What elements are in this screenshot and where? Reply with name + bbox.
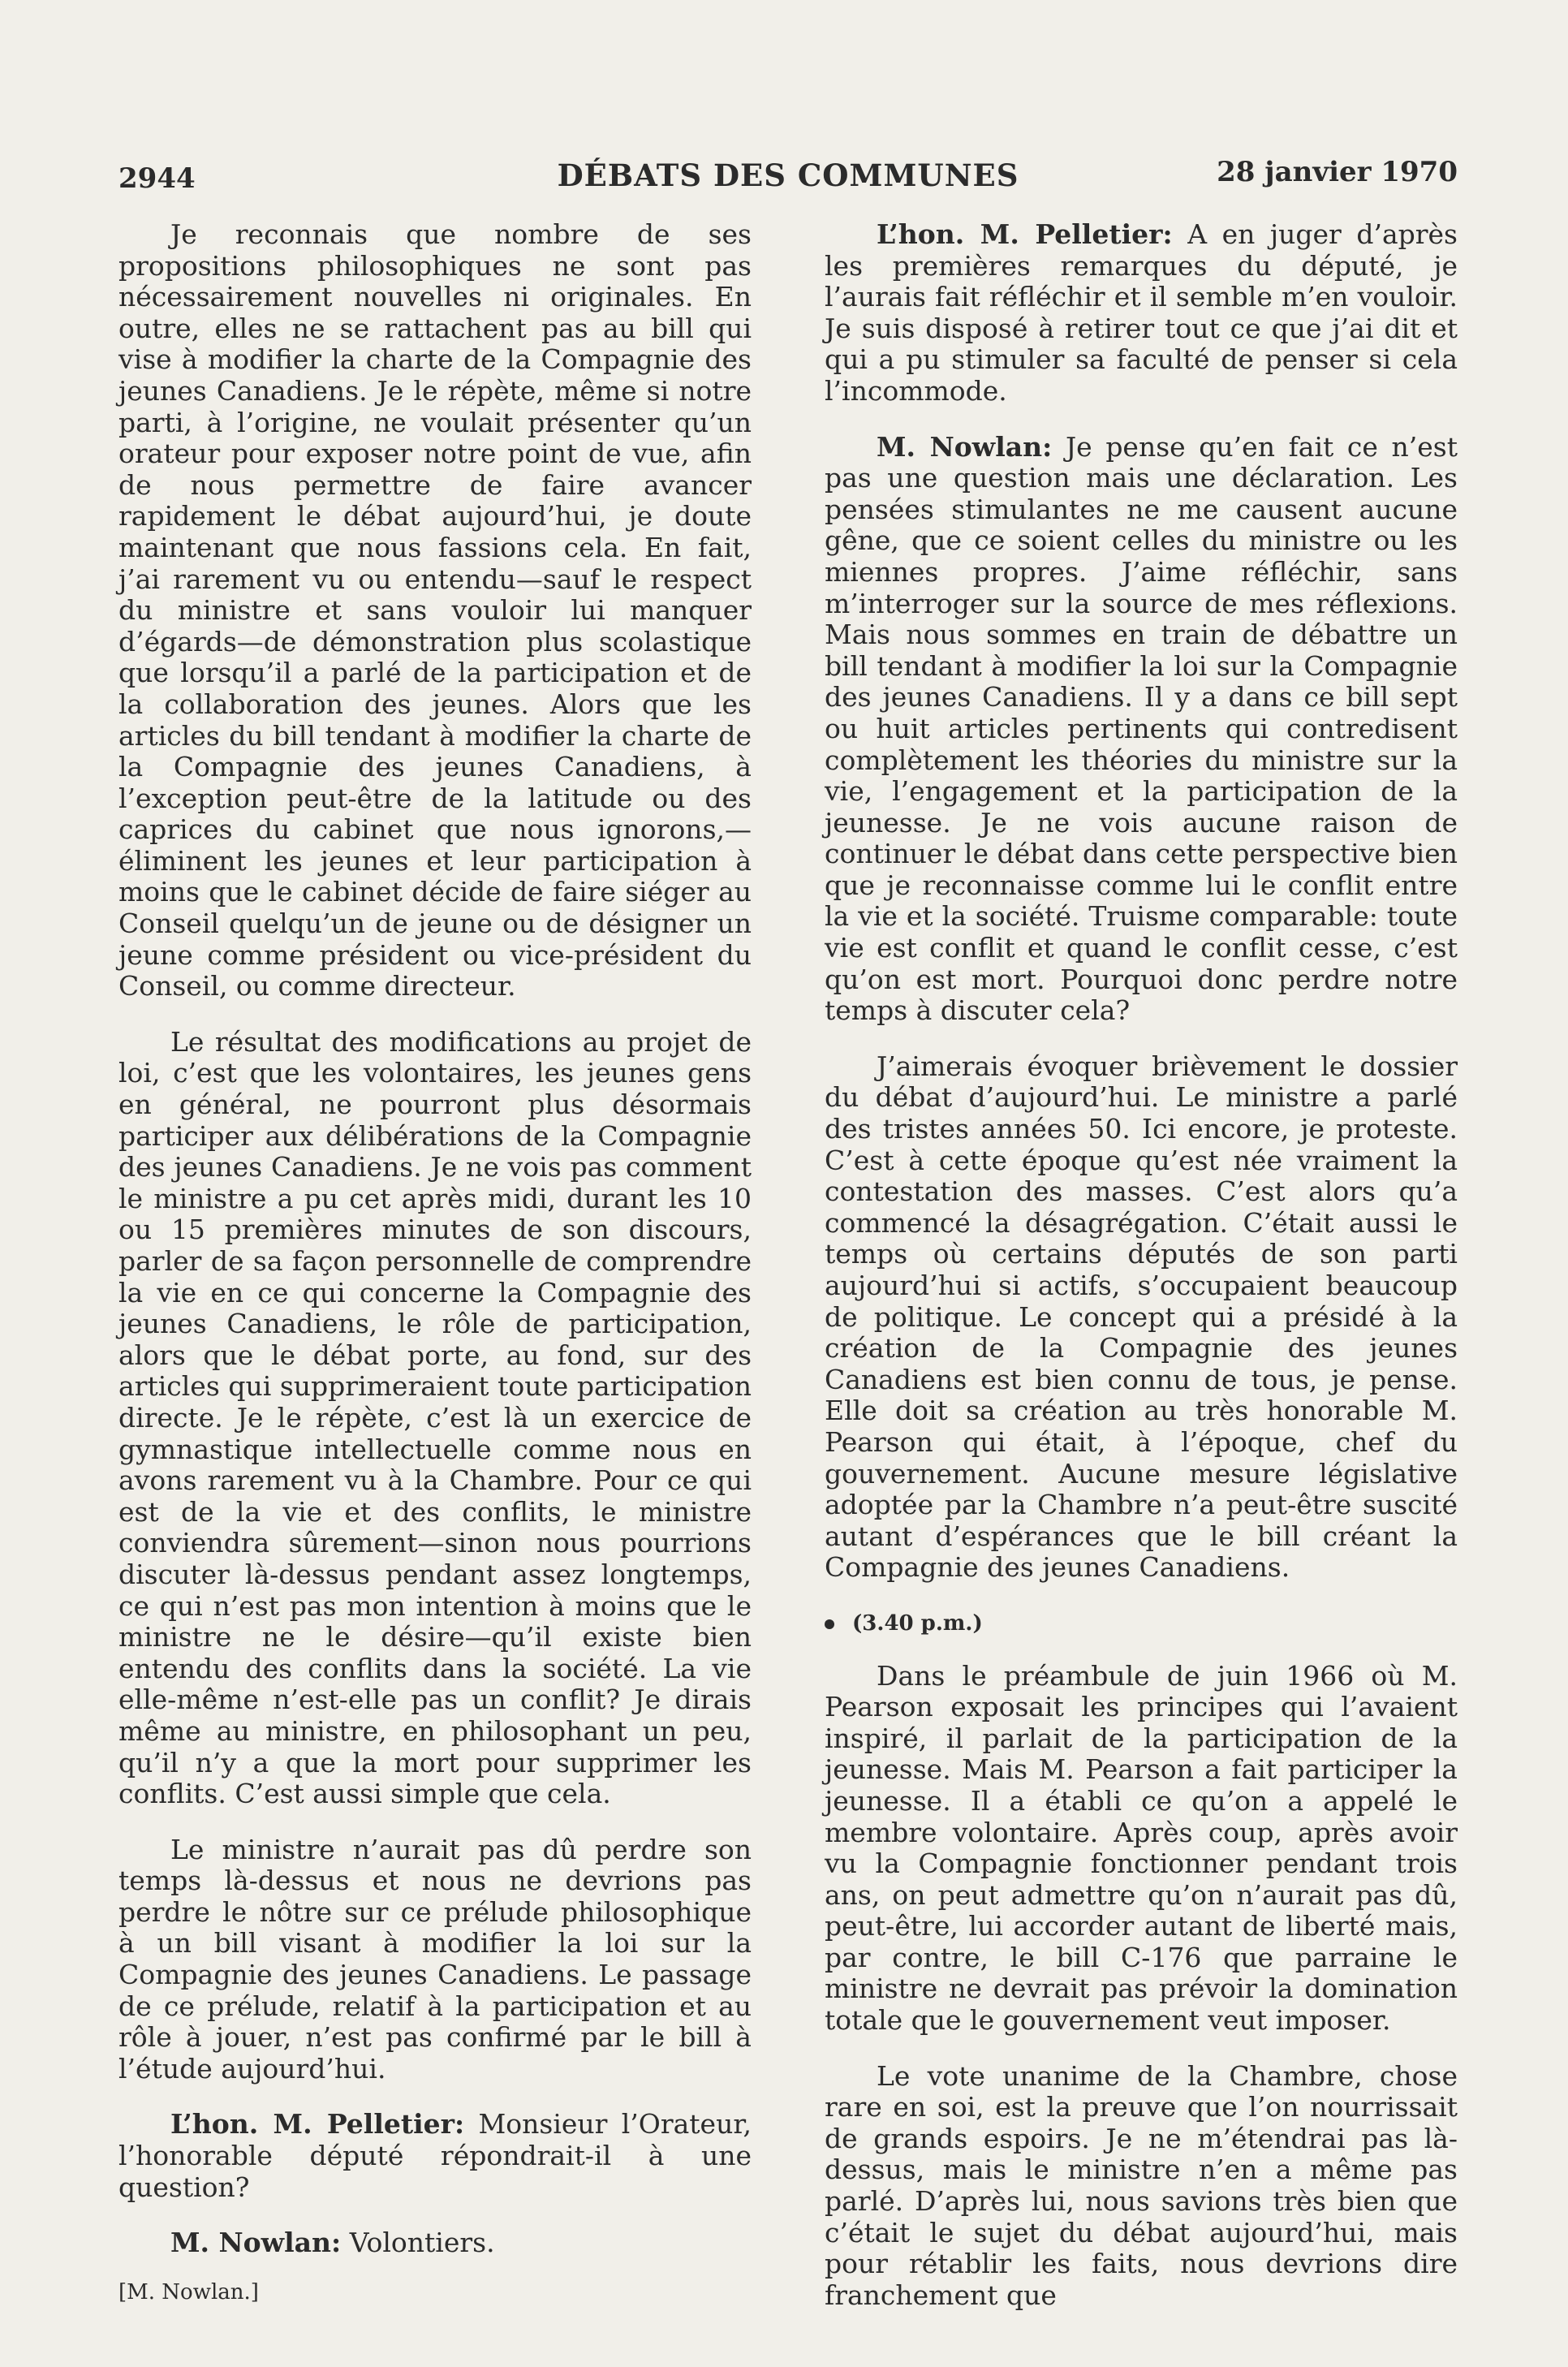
paragraph: Le résultat des modifications au projet de loi, c’est que les volontaires, les jeunes gens en général, ne pourront plus désormais participer aux délibérations de la Compagnie des jeunes Canadiens. Je ne vois pas comment le ministre a pu cet après midi, durant les 10 ou 15 premières minutes de son discours, parler de sa façon personnelle de comprendre la vie en ce qui concerne la Compagnie des jeunes Canadiens, le rôle de participation, alors que le débat porte, au fond, sur des articles qui supprimeraient toute participation directe. Je le répète, c’est là un exercice de gymnastique intellectuelle comme nous en avons rarement vu à la Chambre. Pour ce qui est de la vie et des conflits, le ministre conviendra sûrement—sinon nous pourrions discuter là-dessus pendant assez longtemps, ce qui n’est pas mon intention à moins que le ministre ne le désire—qu’il existe bien entendu des conflits dans la société. La vie elle-même n’est-elle pas un conflit? Je dirais même au ministre, en philosophant un peu, qu’il n’y a que la mort pour supprimer les conflits. C’est aussi simple que cela. xyxy=(118,1025,752,1810)
speaker-name: L’hon. M. Pelletier: xyxy=(170,2108,465,2141)
paragraph: J’aimerais évoquer brièvement le dossier du débat d’aujourd’hui. Le ministre a parlé des tristes années 50. Ici encore, je proteste. C’est à cette époque qu’est née vraiment la contestation des masses. C’est alors qu’a commencé la désagrégation. C’était aussi le temps où certains députés de son parti aujourd’hui si actifs, s’occupaient beaucoup de politique. Le concept qui a présidé à la création de la Compagnie des jeunes Canadiens est bien connu de tous, je pense. Elle doit sa création au très honorable M. Pearson qui était, à l’époque, chef du gouvernement. Aucune mesure législative adoptée par la Chambre n’a peut-être suscité autant d’espérances que le bill créant la Compagnie des jeunes Canadiens. xyxy=(825,1050,1458,1584)
speaker-name: L’hon. M. Pelletier: xyxy=(877,218,1173,250)
speaker-footer: [M. Nowlan.] xyxy=(118,2279,259,2304)
paragraph: Je reconnais que nombre de ses propositions philosophiques ne sont pas nécessairement nouvelles ni originales. En outre, elles ne se rattachent pas au bill qui vise à modifier la charte de la Compagnie des jeunes Canadiens. Je le répète, même si notre parti, à l’origine, ne voulait présenter qu’un orateur pour exposer notre point de vue, afin de nous permettre de faire avancer rapidement le débat aujourd’hui, je doute maintenant que nous fassions cela. En fait, j’ai rarement vu ou entendu—sauf le respect du ministre et sans vouloir lui manquer d’égards—de démonstration plus scolastique que lorsqu’il a parlé de la participation et de la collaboration des jeunes. Alors que les articles du bill tendant à modifier la charte de la Compagnie des jeunes Canadiens, à l’exception peut-être de la latitude ou des caprices du cabinet que nous ignorons,—éliminent les jeunes et leur participation à moins que le cabinet décide de faire siéger au Conseil quelqu’un de jeune ou de désigner un jeune comme président ou vice-président du Conseil, ou comme directeur. xyxy=(118,218,752,1002)
bullet-icon xyxy=(825,1619,834,1629)
publication-title: DÉBATS DES COMMUNES xyxy=(557,157,1019,193)
speech-text: A en juger d’après les premières remarques du député, je l’aurais fait réfléchir et il semble m’en vouloir. Je suis disposé à retirer tout ce que j’ai dit et qui a pu stimuler sa faculté de penser si cela l’incommode. xyxy=(825,218,1458,407)
speaker-name: M. Nowlan: xyxy=(877,430,1053,463)
session-date: 28 janvier 1970 xyxy=(1217,156,1458,188)
speech-text: Je pense qu’en fait ce n’est pas une question mais une déclaration. Les pensées stimulantes ne me causent aucune gêne, que ce soient celles du ministre ou les miennes propres. J’aime réfléchir, sans m’interroger sur la source de mes réflexions. Mais nous sommes en train de débattre un bill tendant à modifier la loi sur la Compagnie des jeunes Canadiens. Il y a dans ce bill sept ou huit articles pertinents qui contredisent complètement les théories du ministre sur la vie, l’engagement et la participation de la jeunesse. Je ne vois aucune raison de continuer le débat dans cette perspective bien que je reconnaisse comme lui le conflit entre la vie et la société. Truisme comparable: toute vie est conflit et quand le conflit cesse, c’est qu’on est mort. Pourquoi donc perdre notre temps à discuter cela? xyxy=(825,430,1458,1027)
speech-text: Volontiers. xyxy=(349,2227,495,2259)
time-marker-text: (3.40 p.m.) xyxy=(852,1610,983,1636)
paragraph: Dans le préambule de juin 1966 où M. Pearson exposait les principes qui l’avaient inspiré, il parlait de la participation de la jeunesse. Mais M. Pearson a fait participer la jeunesse. Il a établi ce qu’on a appelé le membre volontaire. Après coup, après avoir vu la Compagnie fonctionner pendant trois ans, on peut admettre qu’on n’aurait pas dû, peut-être, lui accorder autant de liberté mais, par contre, le bill C-176 que parraine le ministre ne devrait pas prévoir la domination totale que le gouvernement veut imposer. xyxy=(825,1659,1458,2037)
page-header xyxy=(118,151,1458,200)
document-page xyxy=(118,151,1458,2311)
paragraph: Le ministre n’aurait pas dû perdre son temps là-dessus et nous ne devrions pas perdre le nôtre sur ce prélude philosophique à un bill visant à modifier la loi sur la Compagnie des jeunes Canadiens. Le passage de ce prélude, relatif à la participation et au rôle à jouer, n’est pas confirmé par le bill à l’étude aujourd’hui. xyxy=(118,1833,752,2085)
paragraph: Le vote unanime de la Chambre, chose rare en soi, est la preuve que l’on nourrissait de grands espoirs. Je ne m’étendrai pas là-dessus, mais le ministre n’en a même pas parlé. D’après lui, nous savions très bien que c’était le sujet du débat aujourd’hui, mais pour rétablir les faits, nous devrions dire franchement que xyxy=(825,2059,1458,2311)
speaker-name: M. Nowlan: xyxy=(170,2227,342,2259)
left-column xyxy=(118,219,752,2308)
time-marker xyxy=(825,1608,1458,1640)
speech xyxy=(118,2109,752,2203)
right-column xyxy=(825,219,1458,2311)
speech-text: Monsieur l’Orateur, l’honorable député répondrait-il à une question? xyxy=(118,2108,752,2203)
page-number: 2944 xyxy=(118,162,196,195)
speech xyxy=(825,432,1458,1027)
speech xyxy=(825,219,1458,407)
speech xyxy=(118,2227,752,2259)
